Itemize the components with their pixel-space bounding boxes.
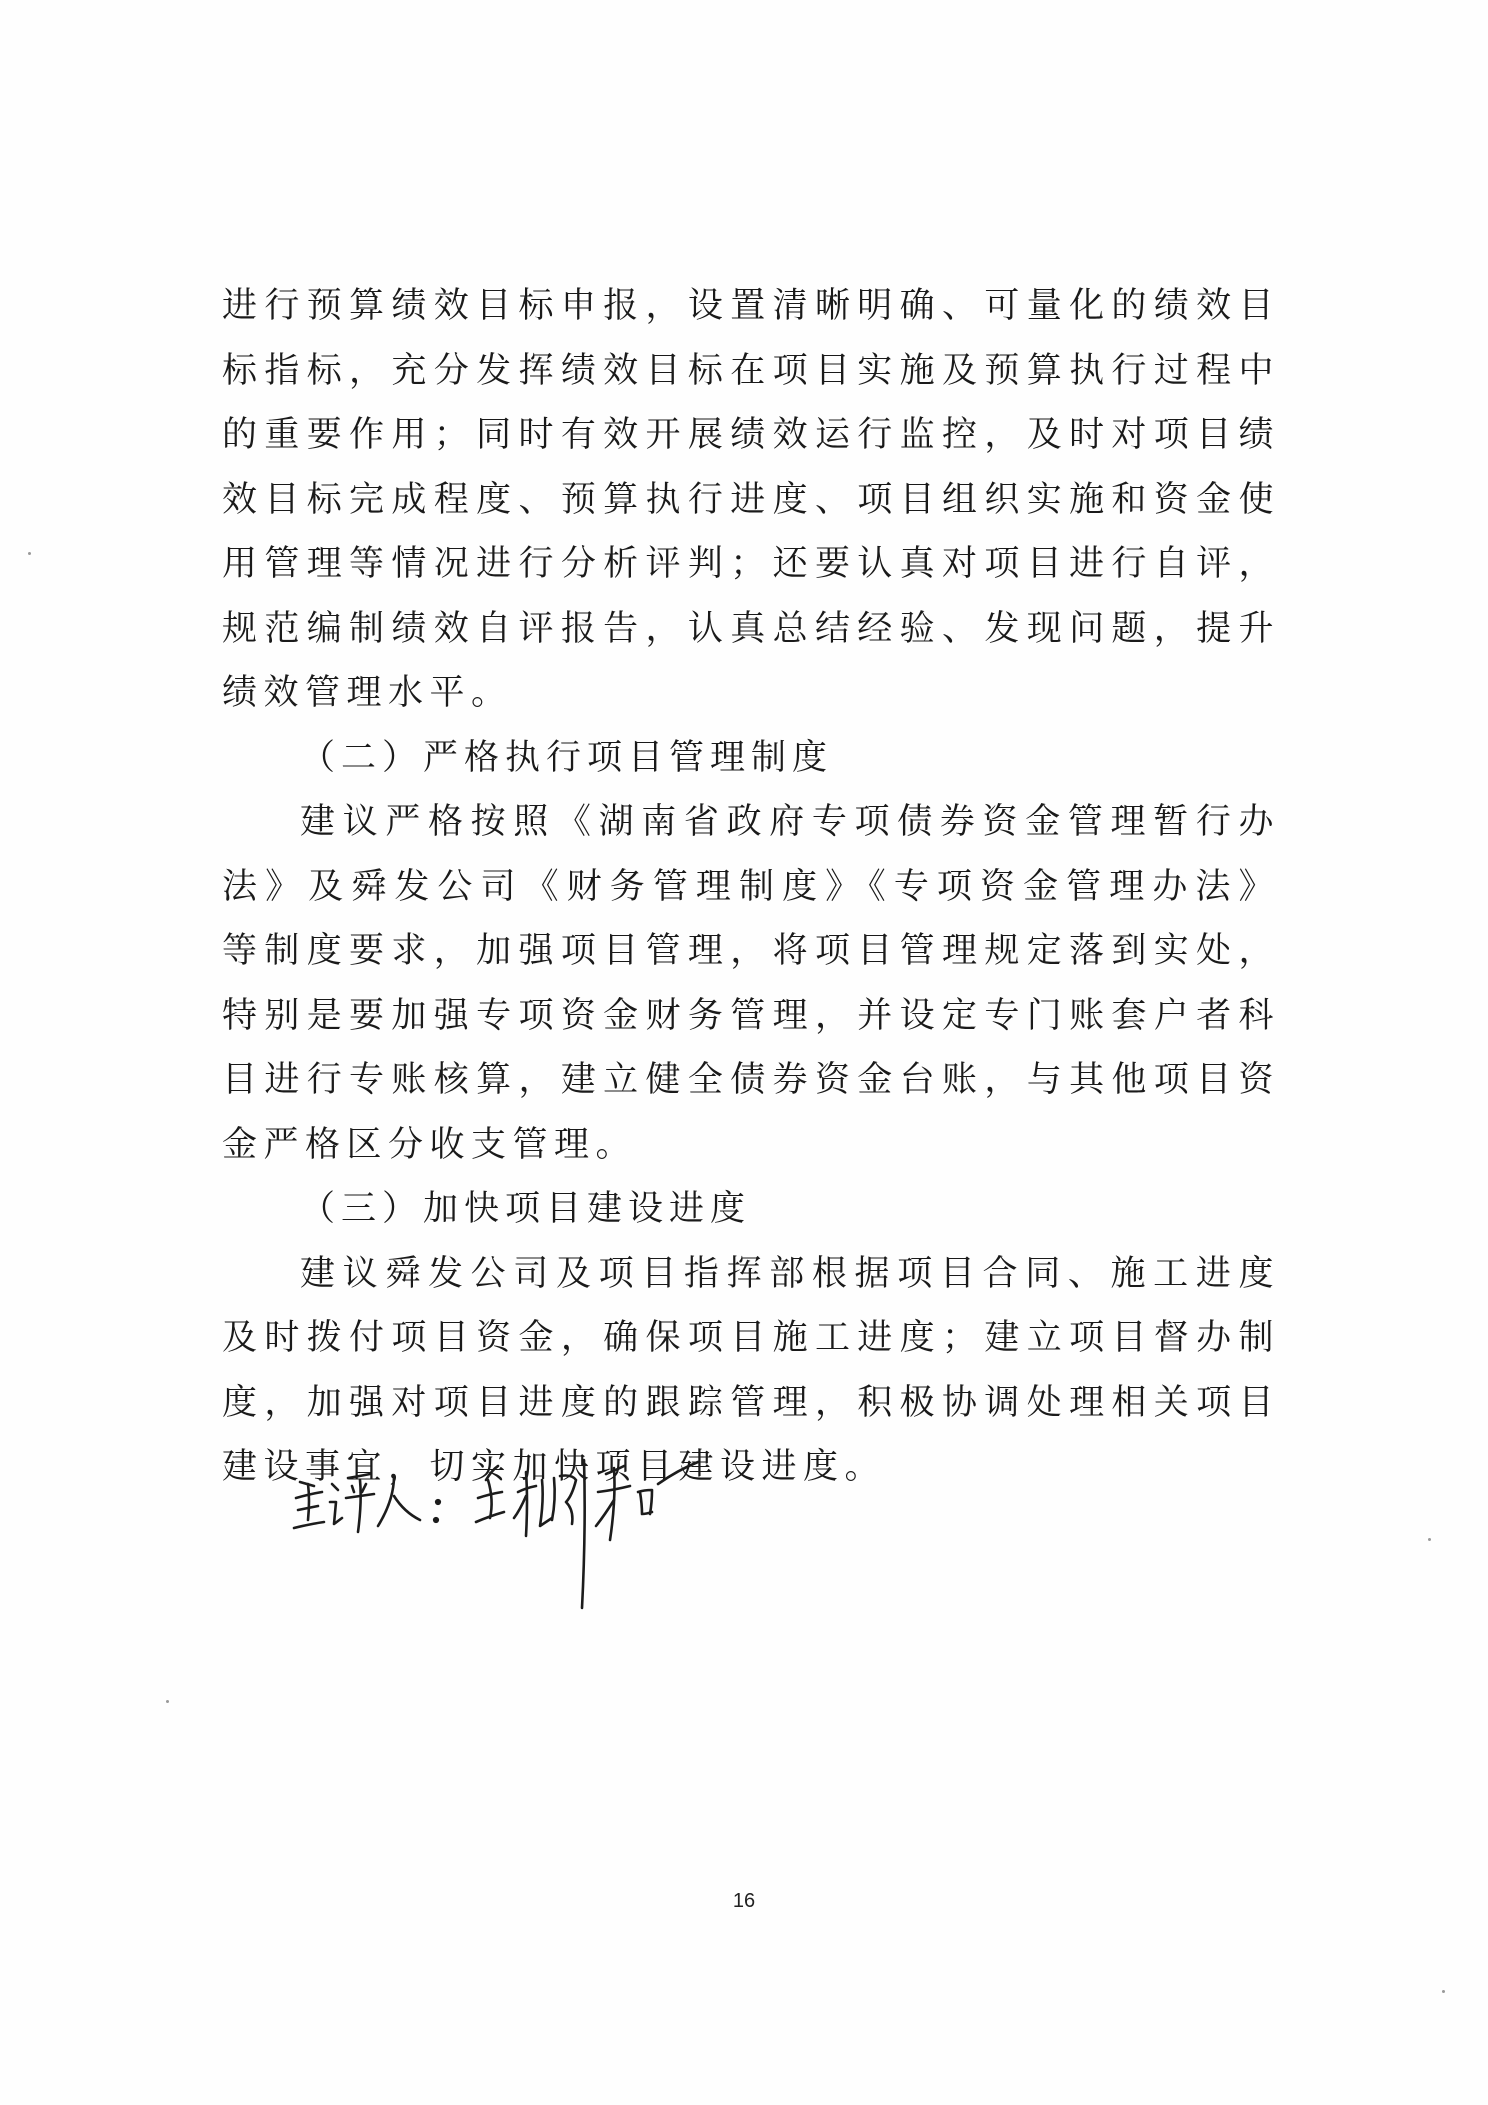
page-content <box>222 274 1280 1500</box>
paragraph-construction-progress: 建议舜发公司及项目指挥部根据项目合同、施工进度及时拨付项目资金，确保项目施工进度；建立项目督办制度，加强对项目进度的跟踪管理，积极协调处理相关项目建设事宜，切实加快项目建设进度。 <box>222 1253 1280 1487</box>
paragraph-performance-goals: 进行预算绩效目标申报，设置清晰明确、可量化的绩效目标指标，充分发挥绩效目标在项目实施及预算执行过程中的重要作用；同时有效开展绩效运行监控，及时对项目绩效目标完成程度、预算执行进度、项目组织实施和资金使用管理等情况进行分析评判；还要认真对项目进行自评，规范编制绩效自评报告，认真总结经验、发现问题，提升绩效管理水平。 <box>222 286 1280 713</box>
handwritten-signature <box>290 1440 770 1620</box>
paragraph-management-system: 建议严格按照《湖南省政府专项债券资金管理暂行办法》及舜发公司《财务管理制度》《专项资金管理办法》等制度要求，加强项目管理，将项目管理规定落到实处，特别是要加强专项资金财务管理，并设定专门账套户者科目进行专账核算，建立健全债券资金台账，与其他项目资金严格区分收支管理。 <box>222 802 1280 1165</box>
scan-speck <box>1442 1990 1445 1993</box>
section-heading-2: （二）严格执行项目管理制度 <box>300 737 834 778</box>
section-heading-3: （三）加快项目建设进度 <box>300 1189 752 1229</box>
scan-speck <box>1428 1538 1431 1541</box>
page-number: 16 <box>732 1890 756 1912</box>
scan-speck <box>28 552 31 555</box>
scan-speck <box>166 1700 169 1703</box>
